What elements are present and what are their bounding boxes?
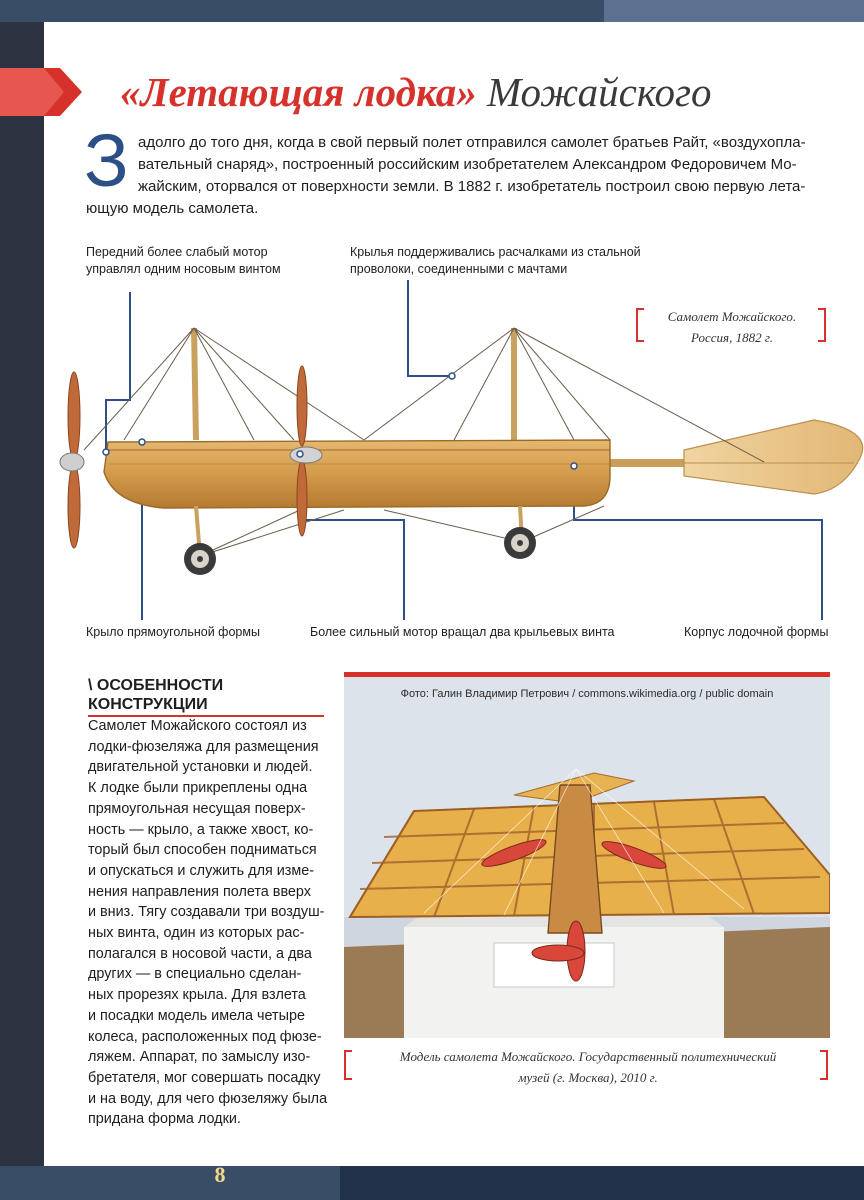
photo-caption-bracket-left	[344, 1050, 352, 1080]
body-line: нения направления полета вверх	[88, 883, 311, 900]
body-line: торый был способен подниматься	[88, 842, 317, 859]
body-line: полагался в носовой части, а два	[88, 945, 312, 962]
leg-wires	[200, 506, 604, 556]
section-heading-line: \ ОСОБЕННОСТИ	[88, 677, 224, 694]
body-line: бретателя, мог совершать посадку	[88, 1069, 321, 1086]
body-line: ных прорезях крыла. Для взлета	[88, 987, 306, 1004]
leader-wing-braces	[408, 280, 452, 376]
photo-credit: Фото: Галин Владимир Петрович / commons.wikimedia.org / public domain	[400, 688, 774, 700]
body-line: К лодке были прикреплены одна	[88, 780, 308, 797]
body-line: прямоугольная несущая поверх-	[88, 800, 306, 817]
intro-line: вательный снаряд», построенный российским изобретателем Александром Федоровичем Мо-	[138, 156, 797, 173]
photo-caption-bracket-right	[820, 1050, 828, 1080]
callout-wing-braces	[350, 244, 641, 278]
nose-propeller	[60, 372, 84, 548]
body-line: и на воду, для чего фюзеляжу была	[88, 1090, 328, 1107]
callout-hull-shape	[684, 624, 828, 641]
callout-wing-shape	[86, 624, 260, 641]
callout-line: управлял одним носовым винтом	[86, 262, 281, 276]
body-line: Самолет Можайского состоял из	[88, 718, 307, 734]
body-line: придана форма лодки.	[88, 1111, 241, 1128]
masts	[194, 328, 514, 440]
wing-propeller	[290, 366, 322, 536]
caption-line: музей (г. Москва), 2010 г.	[518, 1070, 658, 1085]
section-heading-line: КОНСТРУКЦИИ	[88, 696, 208, 713]
page-frame-top-stripe	[604, 0, 864, 22]
title-rest: Можайского	[486, 69, 712, 115]
body-line: и посадки модель имела четыре	[88, 1007, 305, 1024]
body-line: колеса, расположенных под фюзе-	[88, 1028, 322, 1045]
callout-line: Крылья поддерживались расчалками из стальной	[350, 245, 641, 259]
wheel-rear	[504, 527, 536, 559]
body-line: ных винта, один из которых рас-	[88, 925, 305, 942]
intro-line: адолго до того дня, когда в свой первый полет отправился самолет братьев Райт, «воздухопла-	[138, 134, 806, 151]
page-frame-bottom-stripe	[340, 1166, 864, 1200]
leader-front-motor	[106, 292, 130, 450]
hull	[104, 440, 610, 508]
aircraft-diagram	[44, 280, 864, 620]
callout-line: Корпус лодочной формы	[684, 625, 829, 639]
section-body	[88, 716, 328, 1130]
intro-paragraph	[138, 132, 818, 198]
callout-line: Передний более слабый мотор	[86, 245, 268, 259]
body-line: двигательной установки и людей.	[88, 759, 313, 776]
model-photo	[344, 677, 830, 1038]
callout-line: Более сильный мотор вращал два крыльевых винта	[310, 625, 615, 639]
body-line: лодки-фюзеляжа для размещения	[88, 738, 319, 755]
body-line: и опускаться и служить для изме-	[88, 862, 315, 879]
wheel-front	[184, 543, 216, 575]
caption-line: Россия, 1882 г.	[691, 330, 773, 345]
caption-line: Самолет Можайского.	[667, 309, 797, 324]
body-line: ность — крыло, а также хвост, ко-	[88, 821, 314, 838]
intro-last-line: ющую модель самолета.	[86, 200, 259, 217]
callout-strong-motor	[310, 624, 615, 641]
title-highlight: «Летающая лодка»	[120, 69, 477, 115]
page-title	[120, 68, 840, 116]
model-photo-illustration	[344, 677, 830, 1038]
body-line: ляжем. Аппарат, по замыслу изо-	[88, 1049, 311, 1066]
page-number: 8	[214, 1162, 226, 1187]
tail	[604, 420, 863, 494]
title-arrow-icon	[0, 68, 120, 116]
intro-line: жайским, оторвался от поверхности земли. В 1882 г. изобретатель построил свою первую лета-	[138, 178, 806, 195]
body-line: других — в специально сделан-	[88, 966, 302, 983]
photo-caption	[356, 1046, 820, 1088]
page-frame-left	[0, 0, 44, 1200]
callout-line: Крыло прямоугольной формы	[86, 625, 260, 639]
dropcap-letter: З	[84, 119, 129, 202]
body-line: и вниз. Тягу создавали три воздуш-	[88, 904, 325, 921]
callout-line: проволоки, соединенными с мачтами	[350, 262, 568, 276]
callout-front-motor	[86, 244, 281, 278]
caption-line: Модель самолета Можайского. Государственный политехнический	[399, 1049, 777, 1064]
section-heading	[88, 676, 328, 714]
